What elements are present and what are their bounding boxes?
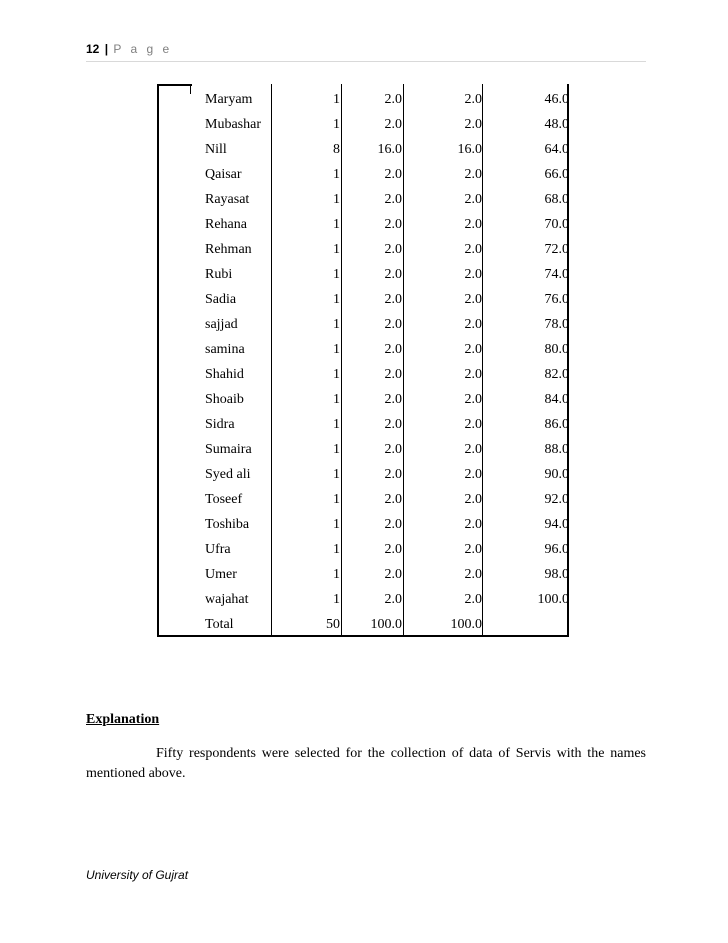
cell-name: Syed ali: [205, 467, 251, 482]
cell-cumulative-percent: 96.0: [544, 542, 569, 557]
cell-frequency: 1: [333, 267, 340, 282]
cell-cumulative-percent: 90.0: [544, 467, 569, 482]
cell-percent: 2.0: [384, 317, 402, 332]
cell-cumulative-percent: 48.0: [544, 117, 569, 132]
cell-valid-percent: 2.0: [464, 167, 482, 182]
cell-cumulative-percent: 100.0: [537, 592, 569, 607]
cell-percent: 2.0: [384, 592, 402, 607]
cell-frequency: 1: [333, 417, 340, 432]
table-row: [0, 564, 728, 589]
cell-name: Ufra: [205, 542, 231, 557]
cell-name: Nill: [205, 142, 227, 157]
cell-valid-percent: 2.0: [464, 292, 482, 307]
cell-cumulative-percent: 84.0: [544, 392, 569, 407]
cell-percent: 2.0: [384, 367, 402, 382]
cell-percent: 2.0: [384, 417, 402, 432]
cell-name: Sadia: [205, 292, 237, 307]
cell-name: Rayasat: [205, 192, 250, 207]
cell-name: Qaisar: [205, 167, 242, 182]
cell-frequency: 1: [333, 342, 340, 357]
cell-valid-percent: 2.0: [464, 242, 482, 257]
cell-valid-percent: 2.0: [464, 392, 482, 407]
cell-frequency: 1: [333, 542, 340, 557]
cell-valid-percent: 2.0: [464, 517, 482, 532]
cell-percent: 2.0: [384, 542, 402, 557]
cell-percent: 2.0: [384, 217, 402, 232]
cell-cumulative-percent: 88.0: [544, 442, 569, 457]
cell-frequency: 8: [333, 142, 340, 157]
cell-frequency: 1: [333, 492, 340, 507]
table-total-row: [0, 614, 728, 639]
table-row: [0, 439, 728, 464]
cell-valid-percent: 2.0: [464, 217, 482, 232]
cell-cumulative-percent: 68.0: [544, 192, 569, 207]
cell-valid-percent: 2.0: [464, 417, 482, 432]
cell-frequency: 1: [333, 117, 340, 132]
cell-percent: 2.0: [384, 517, 402, 532]
cell-cumulative-percent: 78.0: [544, 317, 569, 332]
cell-name: Total: [205, 617, 234, 632]
table-row: [0, 589, 728, 614]
cell-cumulative-percent: 98.0: [544, 567, 569, 582]
page-label: P a g e: [113, 42, 173, 56]
cell-valid-percent: 2.0: [464, 367, 482, 382]
cell-valid-percent: 2.0: [464, 117, 482, 132]
cell-percent: 2.0: [384, 92, 402, 107]
cell-percent: 2.0: [384, 167, 402, 182]
cell-frequency: 1: [333, 167, 340, 182]
table-row: [0, 289, 728, 314]
table-row: [0, 464, 728, 489]
cell-cumulative-percent: 82.0: [544, 367, 569, 382]
cell-name: Sidra: [205, 417, 235, 432]
cell-percent: 2.0: [384, 117, 402, 132]
cell-percent: 2.0: [384, 192, 402, 207]
cell-valid-percent: 2.0: [464, 192, 482, 207]
cell-cumulative-percent: 66.0: [544, 167, 569, 182]
cell-frequency: 1: [333, 292, 340, 307]
cell-frequency: 1: [333, 367, 340, 382]
cell-frequency: 1: [333, 567, 340, 582]
cell-name: Maryam: [205, 92, 253, 107]
table-row: [0, 339, 728, 364]
cell-valid-percent: 100.0: [450, 617, 482, 632]
cell-valid-percent: 2.0: [464, 442, 482, 457]
cell-percent: 2.0: [384, 467, 402, 482]
cell-cumulative-percent: 92.0: [544, 492, 569, 507]
cell-name: Mubashar: [205, 117, 261, 132]
table-row: [0, 114, 728, 139]
cell-name: Rubi: [205, 267, 233, 282]
cell-name: sajjad: [205, 317, 238, 332]
cell-valid-percent: 2.0: [464, 467, 482, 482]
cell-frequency: 1: [333, 517, 340, 532]
cell-name: Umer: [205, 567, 237, 582]
table-row: [0, 239, 728, 264]
cell-cumulative-percent: 74.0: [544, 267, 569, 282]
cell-frequency: 50: [326, 617, 340, 632]
cell-valid-percent: 2.0: [464, 317, 482, 332]
cell-valid-percent: 2.0: [464, 542, 482, 557]
cell-percent: 2.0: [384, 267, 402, 282]
cell-frequency: 1: [333, 192, 340, 207]
cell-frequency: 1: [333, 217, 340, 232]
table-row: [0, 514, 728, 539]
cell-cumulative-percent: 46.0: [544, 92, 569, 107]
cell-valid-percent: 16.0: [457, 142, 482, 157]
cell-cumulative-percent: 70.0: [544, 217, 569, 232]
cell-frequency: 1: [333, 392, 340, 407]
explanation-heading: Explanation: [86, 712, 160, 727]
cell-percent: 2.0: [384, 567, 402, 582]
cell-percent: 2.0: [384, 292, 402, 307]
cell-percent: 2.0: [384, 342, 402, 357]
table-row: [0, 414, 728, 439]
table-row: [0, 89, 728, 114]
cell-name: Rehana: [205, 217, 247, 232]
cell-name: Shoaib: [205, 392, 244, 407]
cell-cumulative-percent: 80.0: [544, 342, 569, 357]
cell-cumulative-percent: 76.0: [544, 292, 569, 307]
cell-name: Toshiba: [205, 517, 250, 532]
header-separator: |: [104, 42, 109, 56]
table-row: [0, 489, 728, 514]
table-row: [0, 364, 728, 389]
cell-frequency: 1: [333, 467, 340, 482]
cell-cumulative-percent: 86.0: [544, 417, 569, 432]
cell-percent: 100.0: [370, 617, 402, 632]
table-row: [0, 264, 728, 289]
page-number: 12: [86, 42, 100, 56]
cell-valid-percent: 2.0: [464, 592, 482, 607]
cell-valid-percent: 2.0: [464, 342, 482, 357]
cell-frequency: 1: [333, 592, 340, 607]
table-row: [0, 189, 728, 214]
table-row: [0, 164, 728, 189]
explanation-text: Fifty respondents were selected for the collection of data of Servis with the names mentioned above.: [86, 746, 646, 781]
table-row: [0, 539, 728, 564]
cell-name: Shahid: [205, 367, 244, 382]
cell-frequency: 1: [333, 92, 340, 107]
cell-valid-percent: 2.0: [464, 492, 482, 507]
table-top-border: [157, 84, 192, 86]
cell-percent: 2.0: [384, 392, 402, 407]
cell-name: samina: [205, 342, 245, 357]
cell-valid-percent: 2.0: [464, 567, 482, 582]
table-row: [0, 214, 728, 239]
cell-frequency: 1: [333, 317, 340, 332]
cell-percent: 2.0: [384, 492, 402, 507]
cell-valid-percent: 2.0: [464, 267, 482, 282]
cell-frequency: 1: [333, 442, 340, 457]
cell-percent: 2.0: [384, 442, 402, 457]
cell-cumulative-percent: 94.0: [544, 517, 569, 532]
cell-name: Sumaira: [205, 442, 252, 457]
table-row: [0, 314, 728, 339]
cell-percent: 2.0: [384, 242, 402, 257]
cell-name: Rehman: [205, 242, 252, 257]
page-footer: University of Gujrat: [86, 868, 189, 882]
cell-cumulative-percent: 64.0: [544, 142, 569, 157]
cell-name: wajahat: [205, 592, 249, 607]
cell-percent: 16.0: [377, 142, 402, 157]
cell-valid-percent: 2.0: [464, 92, 482, 107]
cell-cumulative-percent: 72.0: [544, 242, 569, 257]
cell-name: Toseef: [205, 492, 243, 507]
table-row: [0, 389, 728, 414]
cell-frequency: 1: [333, 242, 340, 257]
table-row: [0, 139, 728, 164]
